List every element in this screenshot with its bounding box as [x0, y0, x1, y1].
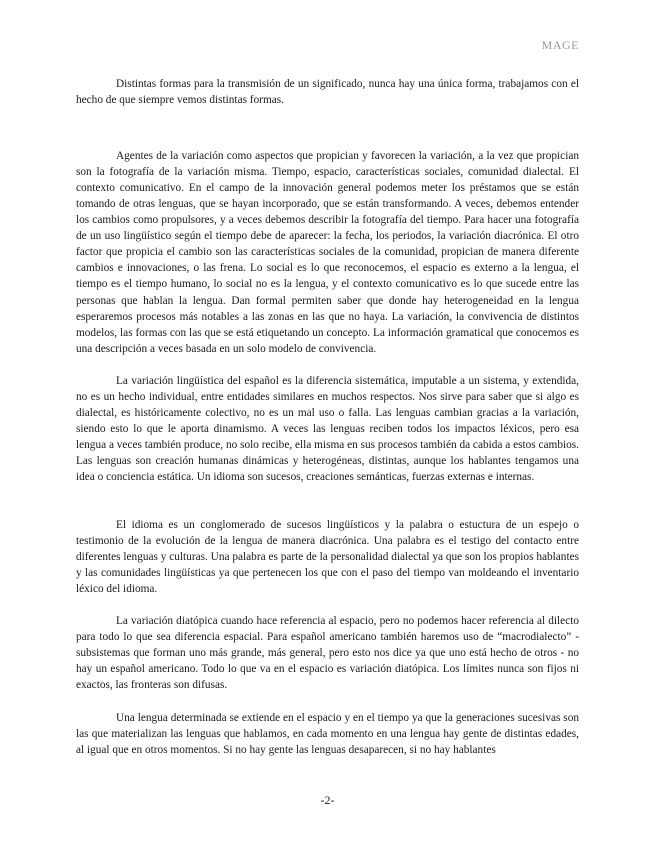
paragraph-5: La variación diatópica cuando hace referencia al espacio, pero no podemos hacer referencia al dilecto para todo lo que sea diferencia espacial. Para español americano también haremos uso de “macrodialecto” - subsistemas que forman uno más grande, más general, pero esto nos dice ya que uno está hecho de otros - no hay un español americano. Todo lo que va en el espacio es variación diatópica. Los límites nunca son fijos ni exactos, las fronteras son difusas. [76, 615, 579, 692]
paragraph-4: El idioma es un conglomerado de sucesos lingüísticos y la palabra o estuctura de un espejo o testimonio de la evolución de la lengua de manera diacrónica. Una palabra es el testigo del contacto entre diferentes lenguas y culturas. Una palabra es parte de la personalidad dialectal ya que son los propios hablantes y las comunidades lingüísticas ya que pertenecen los que con el paso del tiempo van moldeando el inventario léxico del idioma. [76, 519, 579, 596]
page-number: -2- [320, 793, 335, 807]
paragraph-1: Distintas formas para la transmisión de un significado, nunca hay una única forma, trabajamos con el hecho de que siempre vemos distintas formas. [76, 78, 579, 107]
paragraph-2: Agentes de la variación como aspectos que propician y favorecen la variación, a la vez que propician son la fotografía de la variación misma. Tiempo, espacio, características sociales, comunidad dialectal. El contexto comunicativo. En el campo de la innovación general podemos meter los préstamos que se están tomando de otras lenguas, que se hayan incorporado, que se están transformando. A veces, debemos entender los cambios como propulsores, y a veces debemos describir la fotografía del tiempo. Para hacer una fotografía de un uso lingüístico según el tiempo debe de aparecer: la fecha, los periodos, la variación diacrónica. El otro factor que propicia el cambio son las características sociales de la comunidad, propician de manera diferente cambios e innovaciones, o las frena. Lo social es lo que reconocemos, el espacio es externo a la lengua, el tiempo es el tiempo humano, lo social no es la lengua, y el contexto comunicativo es lo que sucede entre las personas que hablan la lengua. Dan formal permiten saber que donde hay heterogeneidad en la lengua esperaremos procesos más notables a las zonas en las que no haya. La variación, la convivencia de distintos modelos, las formas con las que se está etiquetando un concepto. La información gramatical que conocemos es una descripción a veces basada en un solo modelo de convivencia. [76, 150, 579, 355]
document-body [76, 76, 579, 758]
paragraph-6: Una lengua determinada se extiende en el espacio y en el tiempo ya que la generaciones sucesivas son las que materializan las lenguas que hablamos, en cada momento en una lengua hay gente de distintas edades, al igual que en otros momentos. Si no hay gente las lenguas desaparecen, si no hay hablantes [76, 711, 579, 756]
page-header: MAGE [541, 38, 579, 52]
paragraph-3: La variación lingüística del español es la diferencia sistemática, imputable a un sistema, y extendida, no es un hecho individual, entre entidades similares en muchos respectos. Nos sirve para saber que si algo es dialectal, es históricamente colectivo, no es un mal uso o falla. Las lenguas cambian gracias a la variación, siendo esto lo que le aporta dinamismo. A veces las lenguas reciben todos los impactos léxicos, pero esa lengua a veces también produce, no solo recibe, ella misma en sus procesos también da cabida a estos cambios. Las lenguas son creación humanas dinámicas y heterogéneas, distintas, aunque los hablantes tengamos una idea o conciencia estática. Un idioma son sucesos, creaciones semánticas, fuerzas externas e internas. [76, 374, 579, 483]
